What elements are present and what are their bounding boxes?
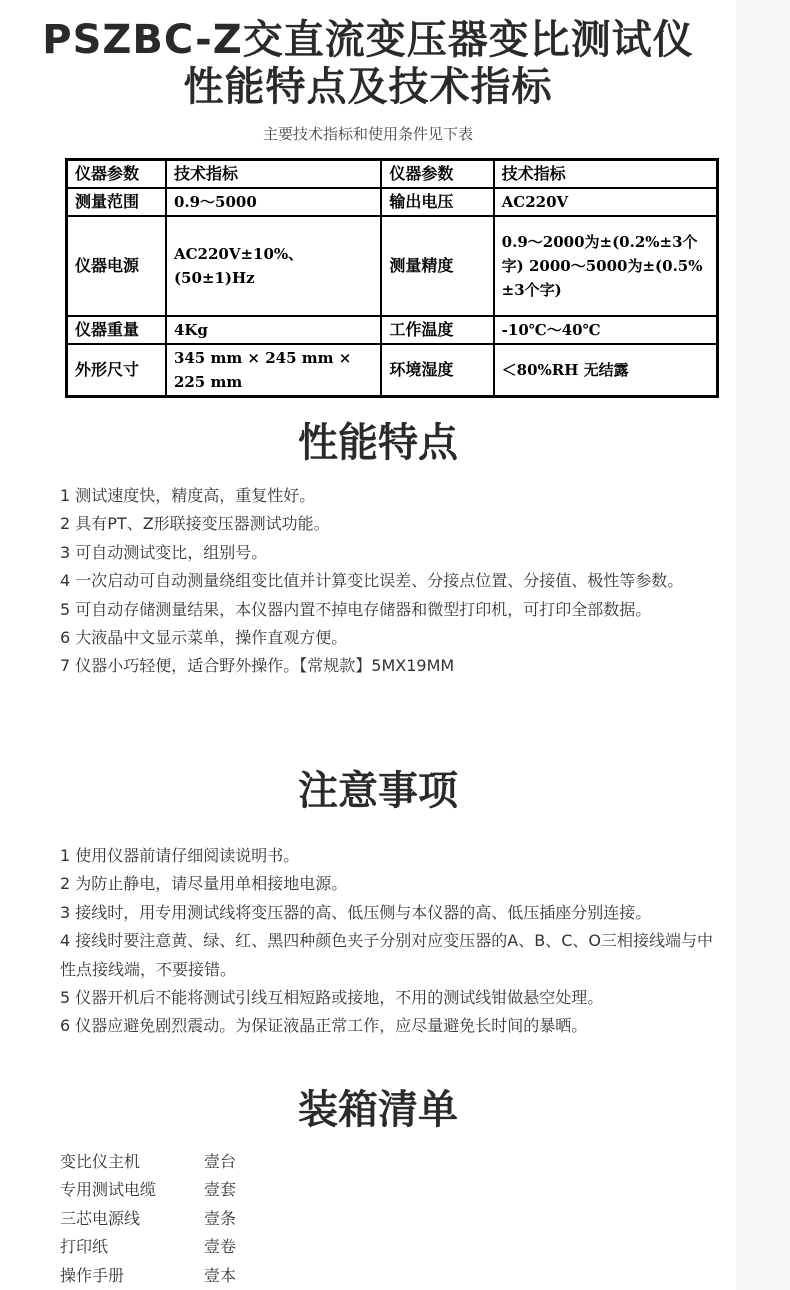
list-item: 2 为防止静电，请尽量用单相接地电源。 (60, 874, 348, 894)
value-cell: 4Kg (166, 316, 381, 344)
packing-item (60, 1176, 360, 1204)
list-item: 2 具有PT、Z形联接变压器测试功能。 (60, 514, 330, 534)
table-row (67, 216, 718, 316)
table-header-cell: 技术指标 (166, 160, 381, 189)
spec-subtitle: 主要技术指标和使用条件见下表 (262, 125, 473, 143)
packing-item-qty: 壹套 (204, 1180, 237, 1200)
list-item: 3 接线时，用专用测试线将变压器的高、低压侧与本仪器的高、低压插座分别连接。 (60, 902, 652, 922)
packing-item-name: 打印纸 (60, 1237, 109, 1257)
packing-list (60, 1148, 360, 1290)
list-item: 5 可自动存储测量结果，本仪器内置不掉电存储器和微型打印机，可打印全部数据。 (60, 599, 652, 619)
packing-item (60, 1262, 360, 1290)
packing-item (60, 1205, 360, 1233)
features-heading: 性能特点 (298, 420, 458, 466)
param-cell: 仪器重量 (67, 316, 166, 344)
packing-item-qty: 壹台 (204, 1152, 237, 1171)
param-cell: 环境湿度 (381, 344, 493, 397)
value-cell: ＜80%RH 无结露 (494, 344, 718, 397)
param-cell: 工作温度 (381, 316, 493, 344)
param-cell: 测量精度 (381, 216, 493, 316)
notes-list (60, 842, 720, 1041)
value-cell: AC220V±10%、(50±1)Hz (166, 216, 381, 316)
list-item: 3 可自动测试变比，组别号。 (60, 542, 268, 562)
packing-heading: 装箱清单 (298, 1087, 458, 1133)
param-cell: 测量范围 (67, 188, 166, 216)
features-list (60, 482, 720, 681)
value-cell: 0.9～2000为±(0.2%±3个字) 2000～5000为±(0.5%±3个字) (494, 216, 718, 316)
table-row (67, 344, 718, 397)
packing-item-qty: 壹卷 (204, 1237, 237, 1257)
param-cell: 输出电压 (381, 188, 493, 216)
table-header-cell: 仪器参数 (381, 160, 493, 189)
param-cell: 仪器电源 (67, 216, 166, 316)
table-header-row (67, 160, 718, 189)
value-cell: 0.9～5000 (166, 188, 381, 216)
list-item: 7 仪器小巧轻便，适合野外操作。【常规款】5MX19MM (60, 656, 455, 676)
packing-item (60, 1148, 360, 1176)
list-item: 1 使用仪器前请仔细阅读说明书。 (60, 846, 300, 865)
packing-item (60, 1233, 360, 1261)
value-cell: 345 mm × 245 mm × 225 mm (166, 344, 381, 397)
list-item: 4 一次启动可自动测量绕组变比值并计算变比误差、分接点位置、分接值、极性等参数。 (60, 571, 684, 591)
list-item: 1 测试速度快，精度高，重复性好。 (60, 486, 316, 505)
table-row (67, 188, 718, 216)
spec-table (65, 158, 719, 398)
table-header-cell: 仪器参数 (67, 160, 166, 189)
packing-item-name: 专用测试电缆 (60, 1180, 157, 1200)
packing-item-qty: 壹本 (204, 1265, 237, 1285)
packing-item-qty: 壹条 (204, 1208, 237, 1228)
list-item: 4 接线时要注意黄、绿、红、黑四种颜色夹子分别对应变压器的A、B、C、O三相接线端与中性点接线端，不要接错。 (60, 931, 713, 979)
notes-heading: 注意事项 (298, 768, 458, 814)
list-item: 6 仪器应避免剧烈震动。为保证液晶正常工作，应尽量避免长时间的暴晒。 (60, 1016, 588, 1036)
page-title-line2: 性能特点及技术指标 (183, 64, 553, 110)
value-cell: AC220V (494, 188, 718, 216)
packing-item-name: 变比仪主机 (60, 1152, 141, 1171)
page-title: PSZBC-Z交直流变压器变比测试仪 (42, 17, 694, 63)
table-row (67, 316, 718, 344)
list-item: 6 大液晶中文显示菜单，操作直观方便。 (60, 628, 348, 648)
packing-item-name: 三芯电源线 (60, 1208, 141, 1228)
param-cell: 外形尺寸 (67, 344, 166, 397)
list-item: 5 仪器开机后不能将测试引线互相短路或接地，不用的测试线钳做悬空处理。 (60, 988, 604, 1008)
table-header-cell: 技术指标 (494, 160, 718, 189)
packing-item-name: 操作手册 (60, 1265, 125, 1285)
value-cell: -10℃～40℃ (494, 316, 718, 344)
